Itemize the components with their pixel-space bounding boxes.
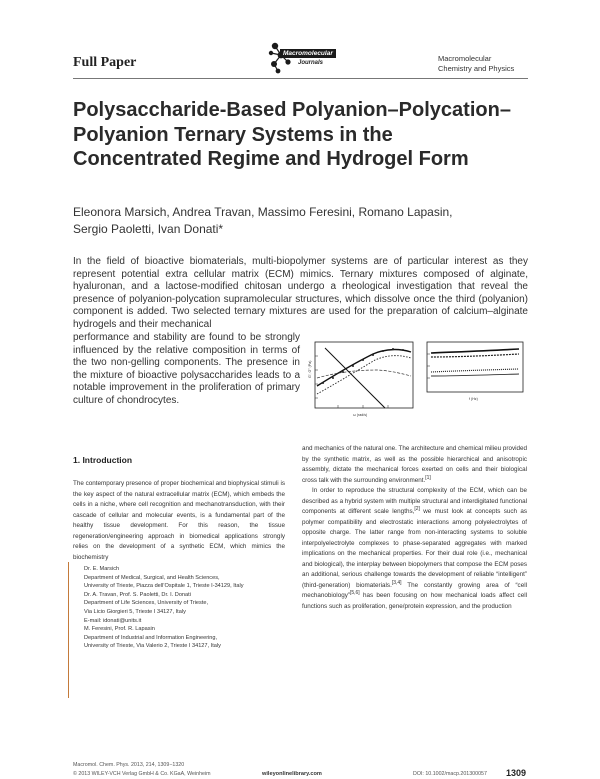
- intro-left-column: The contemporary presence of proper biochemical and biophysical stimuli is the key aspect of the natural extracellular matrix (ECM), which embeds the cells in a niche, where cell recognition and mechanotransduction, with their cascade of cellular and molecular events, is a fundamental part of the healthy tissue development. For this reason, the tissue regeneration/engineering approach in biomedical applications strongly relies on the development of a synthetic ECM, which mimics the biochemistry: [73, 480, 285, 561]
- article-type: Full Paper: [73, 55, 137, 70]
- title-line3: Concentrated Regime and Hydrogel Form: [73, 148, 469, 170]
- logo-subtitle: Journals: [298, 60, 324, 66]
- affiliation-line: M. Feresini, Prof. R. Lapasin: [84, 626, 155, 633]
- authors-line1: Eleonora Marsich, Andrea Travan, Massimo Feresini, Romano Lapasin,: [73, 205, 453, 219]
- affiliations: [84, 565, 289, 651]
- footer-citation: Macromol. Chem. Phys. 2013, 214, 1309−1320: [73, 762, 185, 768]
- author-list: [73, 204, 533, 238]
- affiliation-line: Via Licio Giorgieri 5, Trieste I 34127, Italy: [84, 608, 186, 615]
- journal-name: [438, 54, 514, 73]
- header-divider: [73, 78, 528, 79]
- affiliation-line: Department of Life Sciences, University of Trieste,: [84, 600, 209, 607]
- affiliation-line: Dr. A. Travan, Prof. S. Paoletti, Dr. I. Donati: [84, 591, 191, 598]
- toc-right-xlabel: f (Hz): [469, 397, 478, 401]
- journal-logo: [268, 40, 348, 76]
- journal-name-line2: Chemistry and Physics: [438, 63, 515, 73]
- citation-ref[interactable]: [3,4]: [391, 579, 402, 586]
- footer-url-link[interactable]: wileyonlinelibrary.com: [262, 771, 322, 777]
- page-number: 1309: [506, 768, 527, 778]
- abstract-left: performance and stability are found to be strongly influenced by the relative composition in terms of the two non-gelling components. The presence in the mixture of bioactive polysaccharides leads to a notable improvement in the proliferation of primary culture of chondrocytes.: [73, 332, 300, 406]
- logo-wordmark: Macromolecular: [280, 49, 336, 58]
- toc-right-panel: [427, 342, 523, 401]
- citation-ref[interactable]: [2]: [414, 505, 420, 512]
- toc-left-xlabel: ω (rad/s): [353, 413, 368, 417]
- intro-right-column: [302, 444, 527, 612]
- toc-graphic: [303, 336, 528, 426]
- affiliation-line: Dr. E. Marsich: [84, 566, 120, 572]
- email-link[interactable]: E-mail: idonati@units.it: [84, 617, 142, 624]
- title-line1: Polysaccharide-Based Polyanion–Polycation–: [73, 99, 511, 121]
- toc-left-ylabel: G', G'' (Pa): [308, 360, 312, 378]
- citation-ref[interactable]: [1]: [425, 474, 431, 481]
- affiliation-line: Department of Industrial and Information Engineering,: [84, 634, 218, 641]
- authors-line2: Sergio Paoletti, Ivan Donati*: [73, 222, 224, 236]
- affiliation-line: University of Trieste, Piazza dell’Ospitale 1, Trieste I-34129, Italy: [84, 583, 244, 590]
- article-title: [73, 98, 533, 172]
- affiliation-line: Department of Medical, Surgical, and Health Sciences,: [84, 574, 220, 581]
- title-line2: Polyanion Ternary Systems in the: [73, 123, 393, 146]
- paragraph: and mechanics of the natural one. The architecture and chemical milieu provided by the synthetic matrix, as well as the possible hierarchical and anisotropic assembly, dictate the mechanical forces exerted on cells and their biological cross talk with the surrounding environment.[1]: [302, 445, 527, 484]
- abstract-top: In the field of bioactive biomaterials, multi-biopolymer systems are of particular interest as they represent potential extra cellular matrix (ECM) mimics. Ternary mixtures composed of alginate, hyaluronan, and a lactose-modified chitosan undergo a rheological investigation that reveal the presence of polyanion-polycation supramolecular structures, which dissolve once the third (polyanion) component is added. Two selected ternary mixtures are used for the preparation of calcium–alginate hydrogels and their mechanical: [73, 256, 528, 330]
- footer-copyright: © 2013 WILEY-VCH Verlag GmbH & Co. KGaA, Weinheim: [73, 771, 211, 777]
- footer-doi[interactable]: DOI: 10.1002/macp.201300057: [413, 771, 487, 777]
- paragraph: In order to reproduce the structural complexity of the ECM, which can be described as a hybrid system with multiple structural and interdigitated functional components at different scale lengths,[2] we must look at concepts such as polymer compatibility and electrostatic interactions among polyelectrolytes of opposite charge. The latter range from non-interacting systems to soluble interpolyelectrolyte complexes to phase-separated aggregates with marked implications on the mechanical properties. For their dual role (i.e., mechanical and biological), the interplay between biopolymers that compose the ECM poses an additional, serious challenge towards the development of reliable “intelligent” (third-generation) biomaterials.[3,4] The constantly growing area of “cell mechanobiology”[5,6] has been focusing on how mechanical loads affect cell functions such as proliferation, gene/protein expression, and the production: [302, 487, 528, 610]
- toc-left-panel: [308, 342, 413, 417]
- section-heading: 1. Introduction: [73, 455, 133, 465]
- affiliation-line: University of Trieste, Via Valerio 2, Trieste I 34127, Italy: [84, 643, 221, 650]
- journal-name-line1: Macromolecular: [438, 54, 492, 63]
- citation-ref[interactable]: [5,6]: [349, 589, 360, 596]
